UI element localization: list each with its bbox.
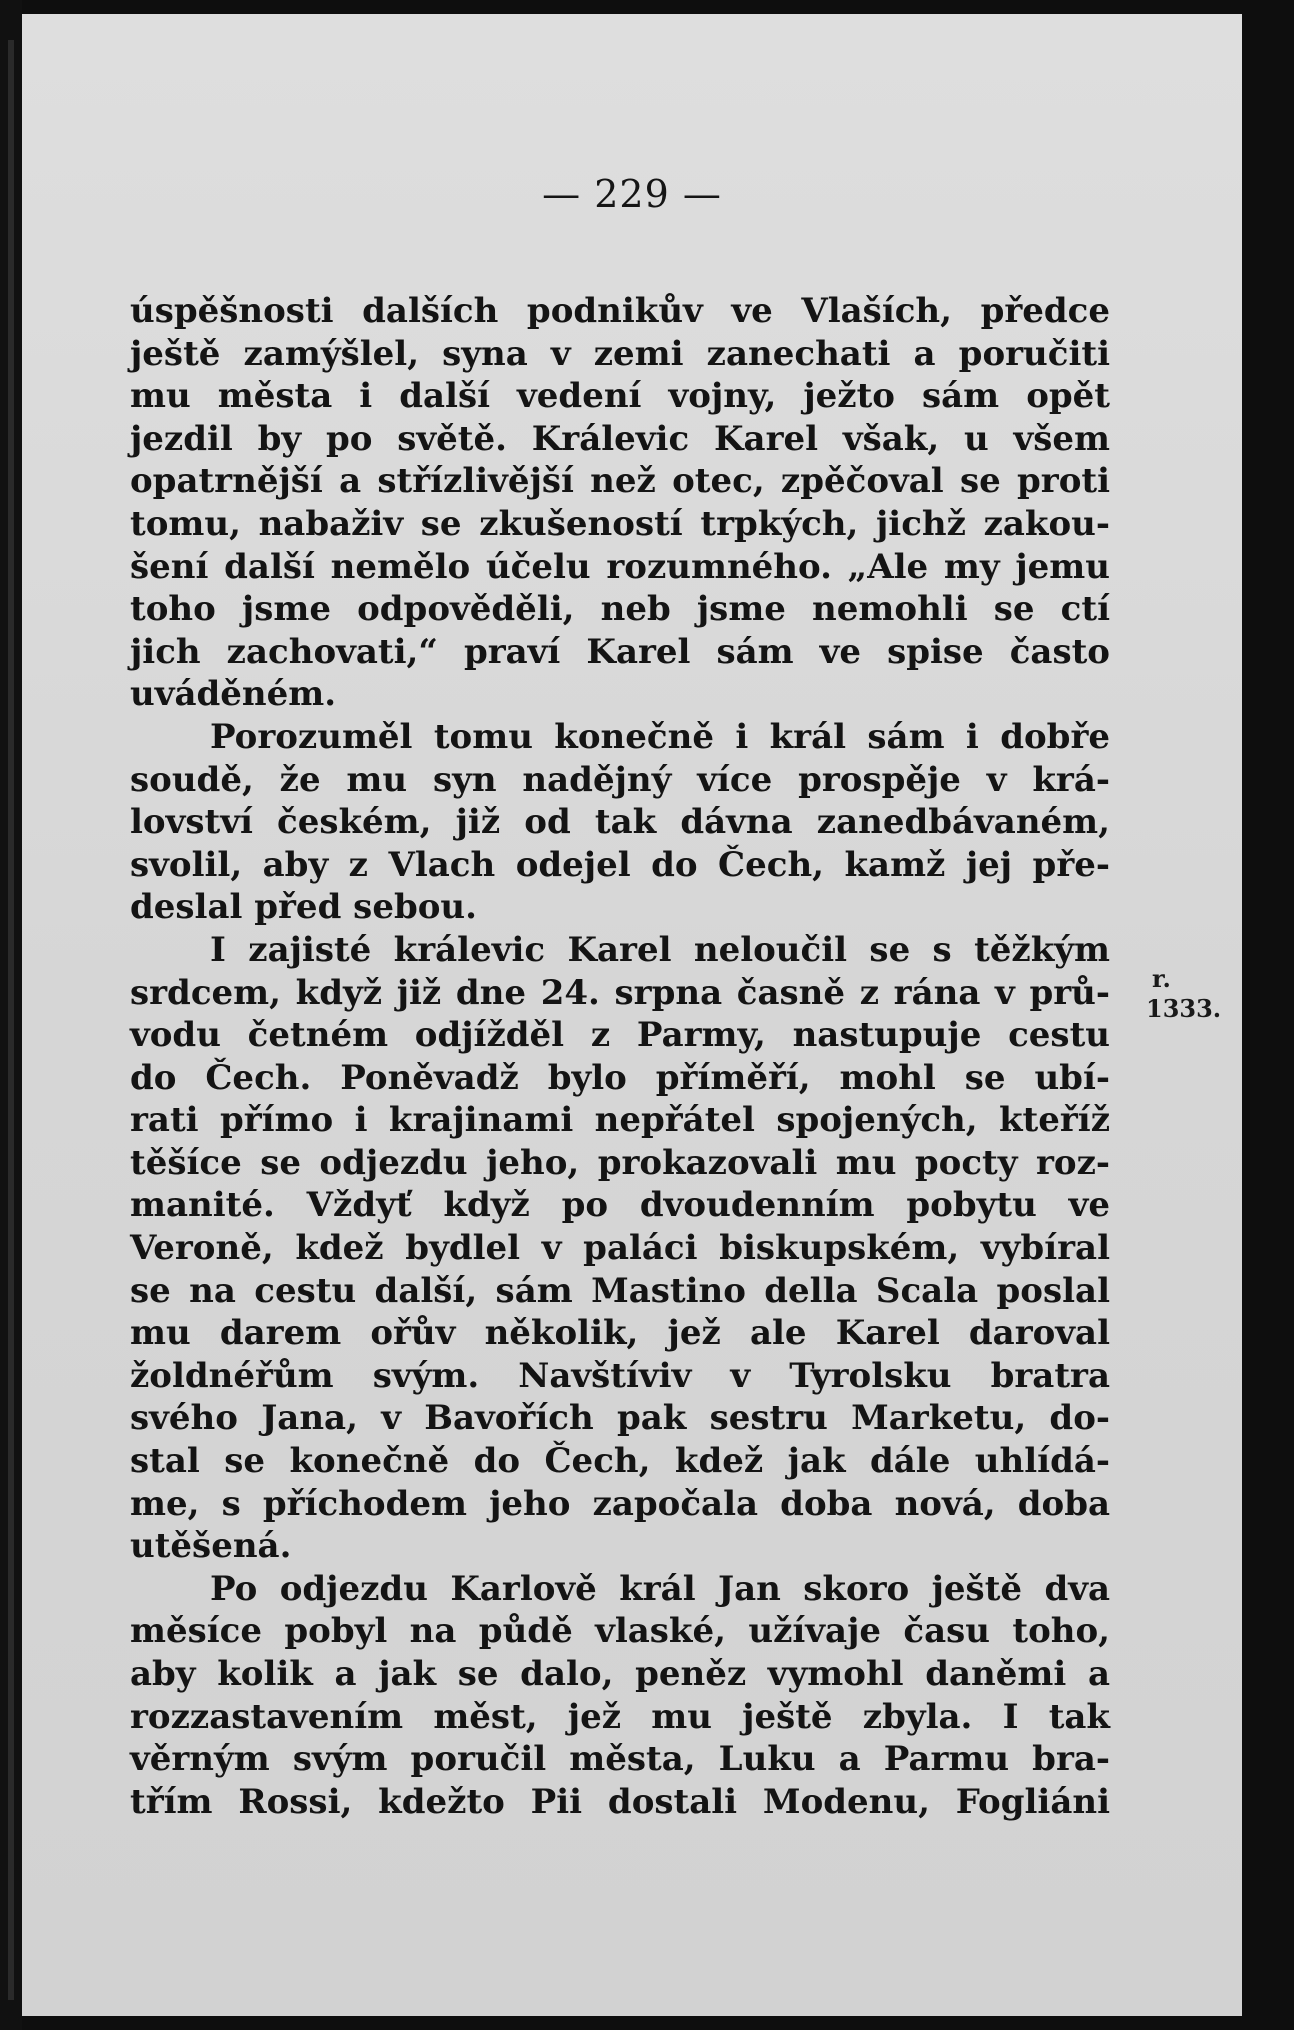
- text-line: jich zachovati,“ praví Karel sám ve spise často: [130, 631, 1110, 672]
- text-line: lovství českém, již od tak dávna zanedbávaném,: [130, 802, 1110, 843]
- paragraph-start-line: Po odjezdu Karlově král Jan skoro ještě dva: [210, 1568, 1110, 1609]
- text-line: deslal před sebou.: [130, 887, 477, 928]
- text-line: aby kolik a jak se dalo, peněz vymohl daněmi a: [130, 1654, 1110, 1694]
- paragraph-start-line: I zajisté králevic Karel neloučil se s těžkým: [210, 929, 1110, 970]
- text-line: rati přímo i krajinami nepřátel spojených, kteříž: [130, 1100, 1110, 1141]
- text-line: mu města i další vedení vojny, ježto sám opět: [130, 376, 1110, 417]
- text-line: ještě zamýšlel, syna v zemi zanechati a poručiti: [130, 333, 1110, 374]
- text-line: žoldnéřům svým. Navštíviv v Tyrolsku bratra: [130, 1355, 1110, 1396]
- text-line: těšíce se odjezdu jeho, prokazovali mu pocty roz-: [130, 1142, 1110, 1183]
- text-line: uváděném.: [130, 674, 337, 715]
- text-line: rozzastavením měst, jež mu ještě zbyla. I tak: [130, 1696, 1110, 1737]
- text-line: opatrnější a střízlivější než otec, zpěčoval se proti: [130, 461, 1110, 502]
- scan-left-edge: [0, 0, 22, 2030]
- text-line: srdcem, když již dne 24. srpna časně z rána v prů-: [130, 972, 1110, 1013]
- text-line: měsíce pobyl na půdě vlaské, užívaje času toho,: [130, 1611, 1110, 1652]
- text-line: soudě, že mu syn nadějný více prospěje v krá-: [130, 759, 1110, 800]
- text-line: do Čech. Poněvadž bylo příměří, mohl se ubí-: [130, 1057, 1110, 1098]
- text-line: manité. Vždyť když po dvoudenním pobytu ve: [130, 1185, 1110, 1226]
- margin-note-year: 1333.: [1146, 994, 1222, 1023]
- book-page: [22, 14, 1242, 2016]
- scan-left-edge-strip: [8, 40, 14, 2000]
- text-line: úspěšnosti dalších podnikův ve Vlaších, předce: [130, 291, 1110, 331]
- text-line: me, s příchodem jeho započala doba nová, doba: [130, 1483, 1110, 1524]
- body-text: [130, 290, 1110, 1823]
- text-line: jezdil by po světě. Králevic Karel však, u všem: [130, 418, 1110, 459]
- text-line: utěšená.: [130, 1526, 292, 1567]
- text-line: stal se konečně do Čech, kdež jak dále uhlídá-: [130, 1441, 1110, 1482]
- margin-year-note: [1146, 964, 1221, 1024]
- page-number: — 229 —: [542, 172, 722, 216]
- text-line: svolil, aby z Vlach odejel do Čech, kamž jej pře-: [130, 844, 1110, 885]
- text-line: toho jsme odpověděli, neb jsme nemohli se ctí: [130, 589, 1110, 630]
- text-line: Veroně, kdež bydlel v paláci biskupském, vybíral: [130, 1228, 1110, 1269]
- text-line: věrným svým poručil města, Luku a Parmu bra-: [130, 1739, 1110, 1780]
- text-line: mu darem ořův několik, jež ale Karel daroval: [130, 1313, 1110, 1354]
- text-line: třím Rossi, kdežto Pii dostali Modenu, Fogliáni: [130, 1781, 1110, 1822]
- paragraph-start-line: Porozuměl tomu konečně i král sám i dobře: [210, 716, 1110, 757]
- text-line: tomu, nabaživ se zkušeností trpkých, jichž zakou-: [130, 503, 1110, 544]
- text-line: šení další nemělo účelu rozumného. „Ale my jemu: [130, 546, 1110, 587]
- text-line: svého Jana, v Bavořích pak sestru Marketu, do-: [130, 1398, 1110, 1439]
- text-line: se na cestu další, sám Mastino della Scala poslal: [130, 1270, 1110, 1311]
- text-line: vodu četném odjížděl z Parmy, nastupuje cestu: [130, 1015, 1110, 1056]
- margin-note-prefix: r.: [1152, 964, 1171, 993]
